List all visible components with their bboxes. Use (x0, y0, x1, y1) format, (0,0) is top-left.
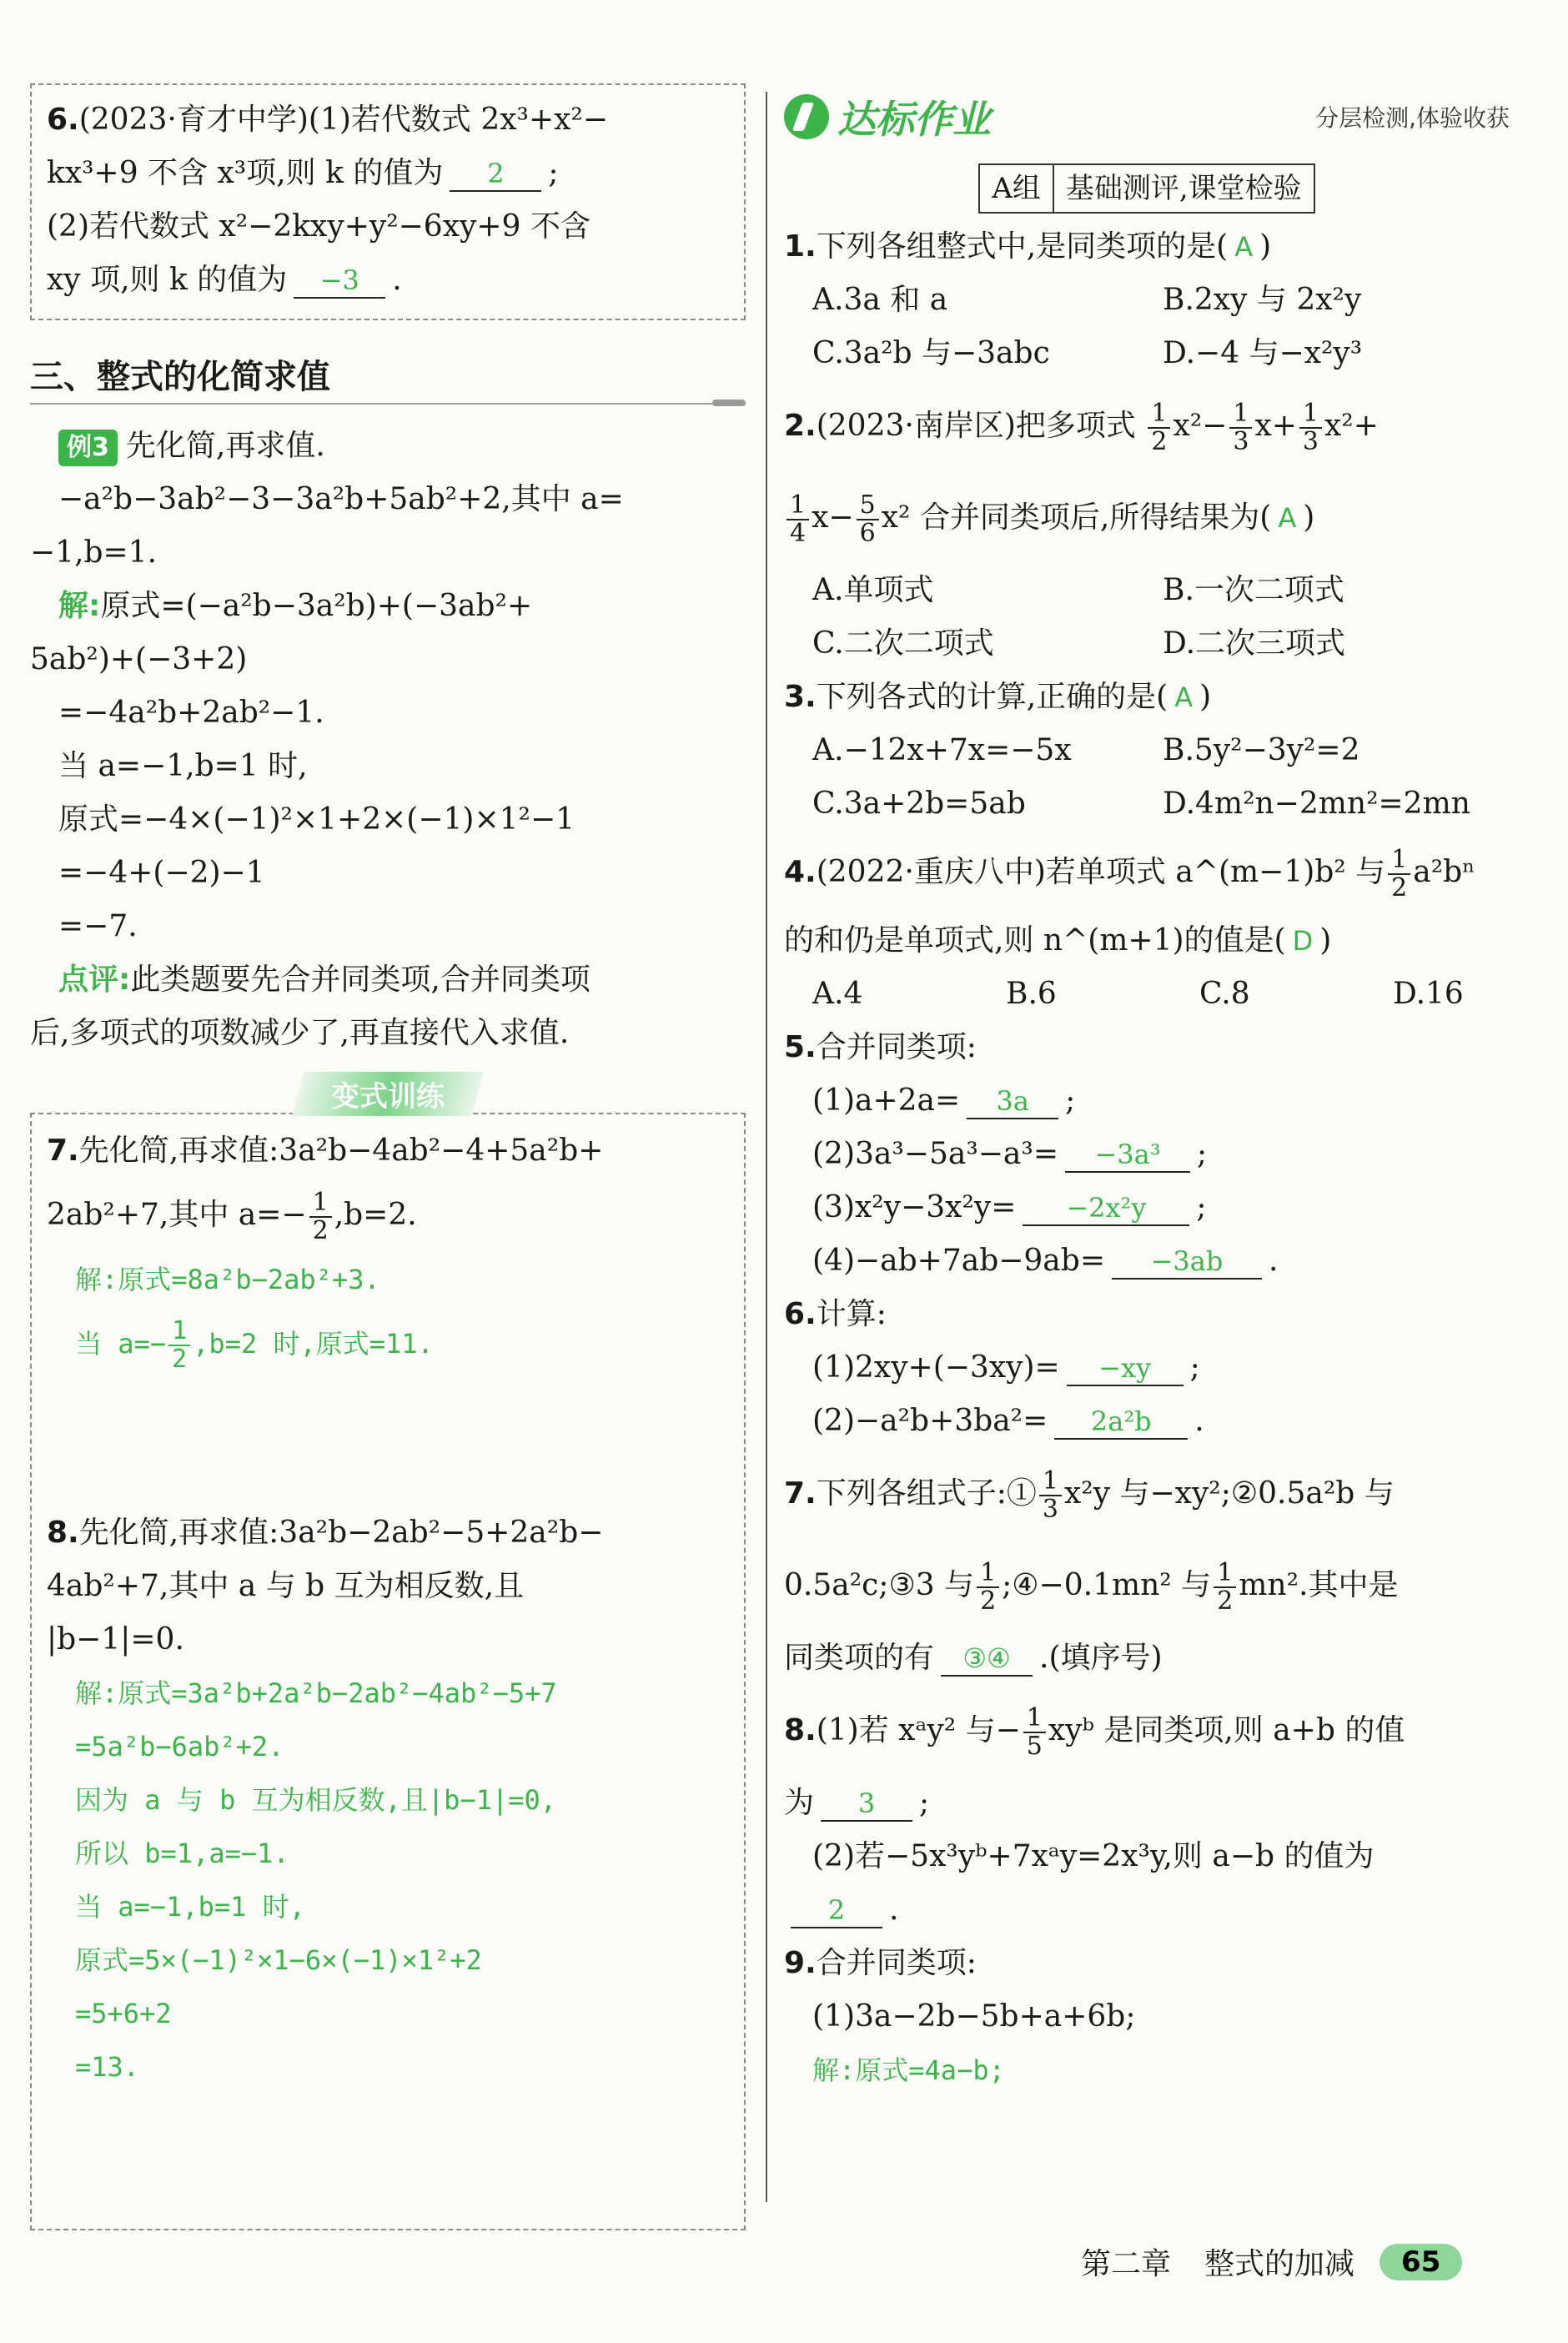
answer-choice: A (1234, 231, 1254, 263)
question-number: 3. (784, 680, 817, 714)
numerator: 1 (1148, 400, 1170, 429)
question-number: 1. (784, 229, 817, 264)
sub-question: (1)a+2a= (812, 1084, 961, 1118)
option-d: D.−4 与−x²y³ (1163, 336, 1363, 370)
option-b: B.5y²−3y²=2 (1163, 733, 1360, 767)
numerator: 1 (787, 492, 809, 520)
section-title: 三、整式的化简求值 (30, 358, 330, 396)
option-d: D.二次三项式 (1163, 626, 1346, 661)
left-column (30, 83, 746, 2230)
example-badge: 例3 (58, 430, 118, 466)
question-text: 计算: (816, 1297, 887, 1331)
option-a: A.单项式 (812, 573, 934, 607)
answer-blank: 3a (967, 1084, 1058, 1119)
sub-question: (1)2xy+(−3xy)= (812, 1350, 1060, 1385)
group-box (978, 163, 1314, 214)
option-c: C.8 (1199, 977, 1250, 1011)
answer-choice: A (1174, 681, 1194, 713)
question-text: |b−1|=0. (47, 1622, 184, 1657)
variant-box (30, 1113, 746, 2230)
header-subtitle: 分层检测,体验收获 (1315, 104, 1510, 132)
comment-text: 此类题要先合并同类项,合并同类项 (130, 963, 591, 997)
fraction (1388, 847, 1410, 902)
solution-text: 当 a=−1,b=1 时, (75, 1891, 305, 1923)
fraction (787, 492, 809, 547)
page-footer (1081, 2240, 1462, 2283)
solution-text: 原式=−4×(−1)²×1+2×(−1)×1²−1 (58, 802, 575, 837)
solution-text: 原式=5×(−1)²×1−6×(−1)×1²+2 (75, 1944, 482, 1976)
question-text: 同类项的有 (784, 1641, 935, 1675)
numerator: 1 (1023, 1705, 1046, 1733)
solution-text: =5a²b−6ab²+2. (75, 1731, 284, 1762)
option-a: A.−12x+7x=−5x (812, 733, 1072, 767)
fraction (977, 1560, 999, 1615)
solution-text: =5+6+2 (75, 1998, 172, 2029)
answer-blank: 2 (791, 1893, 882, 1928)
homework-logo (784, 89, 991, 144)
punct: . (392, 263, 402, 297)
question-number: 8. (784, 1713, 817, 1747)
answer-blank: −3 (294, 264, 385, 299)
answer-blank: −3ab (1112, 1244, 1262, 1280)
question-text: 为 (784, 1786, 815, 1820)
question-text: 的和仍是单项式,则 n^(m+1)的值是( (784, 923, 1286, 958)
option-d: D.4m²n−2mn²=2mn (1163, 787, 1470, 821)
option-b: B.一次二项式 (1163, 573, 1344, 607)
numerator: 1 (168, 1318, 190, 1346)
option-c: C.二次二项式 (812, 626, 994, 661)
denominator: 6 (859, 519, 876, 548)
numerator: 1 (1388, 847, 1410, 875)
example-title: 先化简,再求值. (125, 429, 325, 463)
fraction (1214, 1560, 1236, 1615)
solution-text: 解:原式=4a−b; (812, 2054, 1005, 2086)
fraction (1148, 400, 1170, 455)
question-text: 合并同类项后,所得结果为( (919, 500, 1272, 535)
question-text: (2)若代数式 x²−2kxy+y²−6xy+9 不含 (47, 209, 591, 244)
question-text: ,b=2. (334, 1198, 417, 1232)
option-a: A.4 (812, 977, 863, 1011)
numerator: 1 (1229, 400, 1252, 429)
punct: ) (1303, 500, 1315, 535)
footer-chapter: 第二章 (1081, 2247, 1172, 2281)
punct: ) (1319, 923, 1332, 958)
answer-blank: 2a²b (1054, 1405, 1188, 1440)
question-text: 合并同类项: (816, 1030, 977, 1064)
solution-text: =13. (75, 2051, 140, 2083)
option-a: A.3a 和 a (812, 283, 948, 317)
denominator: 2 (172, 1345, 188, 1374)
punct: ; (548, 156, 559, 190)
numerator: 1 (309, 1189, 332, 1218)
question-text: 0.5a²c;③3 与 (784, 1568, 975, 1602)
denominator: 2 (1151, 427, 1168, 456)
solution-text: 解:原式=8a²b−2ab²+3. (75, 1264, 380, 1295)
footer-title: 整式的加减 (1204, 2247, 1355, 2281)
example-text: −1,b=1. (30, 535, 158, 570)
question-text: 先化简,再求值:3a²b−4ab²−4+5a²b+ (78, 1134, 604, 1168)
comment-text: 后,多项式的项数减少了,再直接代入求值. (30, 1016, 570, 1050)
fraction (168, 1318, 190, 1373)
pen-icon (784, 94, 829, 139)
sub-question: (2)−a²b+3ba²= (812, 1404, 1048, 1438)
question-text: (2)若−5x³yᵇ+7xᵃy=2x³y,则 a−b 的值为 (812, 1839, 1375, 1873)
question-number: 5. (784, 1030, 817, 1064)
question-text: xyᵇ 是同类项,则 a+b 的值 (1048, 1713, 1405, 1747)
denominator: 3 (1302, 427, 1319, 456)
group-label: A组 (980, 165, 1054, 212)
fraction (1299, 400, 1322, 455)
solution-text: 当 a=−1,b=1 时, (58, 749, 308, 783)
question-text: (2023·育才中学)(1)若代数式 2x³+x²− (78, 103, 609, 137)
question-text: 合并同类项: (816, 1946, 977, 1980)
numerator: 1 (977, 1560, 999, 1588)
solution-text: 当 a=− (75, 1328, 167, 1360)
fraction (1229, 400, 1252, 455)
option-b: B.6 (1006, 977, 1057, 1011)
question-number: 7. (47, 1134, 79, 1168)
page-number: 65 (1380, 2244, 1462, 2280)
answer-blank: 2 (450, 157, 541, 192)
option-b: B.2xy 与 2x²y (1163, 283, 1362, 317)
punct: ) (1199, 680, 1212, 714)
answer-blank: −2x²y (1023, 1191, 1189, 1226)
question-text: kx³+9 不含 x³项,则 k 的值为 (47, 156, 444, 190)
fraction (309, 1189, 332, 1244)
solution-text: 所以 b=1,a=−1. (75, 1838, 289, 1869)
denominator: 2 (1217, 1586, 1234, 1616)
answer-choice: D (1292, 925, 1314, 957)
group-header (784, 163, 1510, 214)
question-text: 先化简,再求值:3a²b−2ab²−5+2a²b− (78, 1516, 604, 1550)
answer-blank: ③④ (941, 1642, 1033, 1677)
question-text: xy 项,则 k 的值为 (47, 263, 288, 297)
section-underline (30, 403, 746, 405)
right-column: 达标作业 分层检测,体验收获 A组 基础测评,课堂检验 1.下列各组整式中,是同类项的是( A ) A.3a 和 a B.2xy 与 2x²y C.3a²b 与−3abc D.−4 与−x²y³ 2.(2023·南岸区)把多项式 $\frac{1}{2}$ x²− $\frac{1}{3}$ x+ $\frac{1}{3}$ x²+ $\frac{1}{4}$ x− $\frac{5}{6}$ x² 合并同类项后,所得结果为( A ) A.单项式 B.一次二项式 C.二次二项式 D.二次三项式 3.下列各式的计算,正确的是( A ) A.−12x+7x=−5x B.5y²−3y²=2 C.3a+2b=5ab D.4m²n−2mn²=2mn 4.(2022·重庆八中)若单项式 a^(m−1)b² 与 $\frac{1}{2}$ a²bⁿ 的和仍是单项式,则 n^(m+1)的值是( D ) A.4 B.6 C.8 D.16 5.合并同类项: (1)a+2a= 3a ; (2)3a³−5a³−a³= −3a³ ; (3)x²y−3x²y= −2x²y ; (4)−ab+7ab−9ab= −3ab . 6.计算: (1)2xy+(−3xy)= −xy ; (2)−a²b+3ba²= 2a²b . 7.下列各组式子:① $\frac{1}{3}$ x²y 与−xy²;②0.5a²b 与 0.5a²c;③3 与 $\frac{1}{2}$ ;④−0.1mn² 与 $\frac{1}{2}$ mn².其中是 同类项的有 ③④ .(填序号) 8.(1)若 xᵃy² 与− $\frac{1}{5}$ xyᵇ 是同类项,则 a+b 的值 为 3 ; (2)若−5x³yᵇ+7xᵃy=2x³y,则 a−b 的值为 2 . 9.合并同类项: (1)3a−2b−5b+a+6b; 解:原式=4a−b; (784, 83, 1510, 2097)
question-text: .(填序号) (1039, 1641, 1163, 1675)
punct: ) (1259, 229, 1272, 264)
solution-text: =−4+(−2)−1 (58, 856, 265, 890)
group-title: 基础测评,课堂检验 (1065, 172, 1302, 205)
comment-label: 点评: (58, 963, 131, 997)
section-3-header (30, 350, 746, 405)
example-3 (30, 420, 746, 1060)
fraction (1039, 1468, 1062, 1523)
question-text: ;④−0.1mn² 与 (1002, 1568, 1212, 1602)
solution-text: 因为 a 与 b 互为相反数,且|b−1|=0, (75, 1784, 556, 1816)
option-c: C.3a+2b=5ab (812, 787, 1026, 821)
solution-text: =−7. (58, 909, 138, 943)
question-text: (1)若 xᵃy² 与− (816, 1713, 1021, 1747)
question-number: 8. (47, 1516, 79, 1550)
solution-label: 解: (58, 589, 101, 623)
denominator: 2 (1391, 873, 1408, 903)
answer-blank: −xy (1067, 1351, 1184, 1386)
sub-question: (3)x²y−3x²y= (812, 1190, 1017, 1224)
answer-blank: 3 (821, 1787, 912, 1822)
question-text: 2ab²+7,其中 a=− (47, 1198, 307, 1232)
solution-text: 解:原式=3a²b+2a²b−2ab²−4ab²−5+7 (75, 1677, 557, 1709)
numerator: 5 (857, 492, 879, 520)
question-text: (2023·南岸区)把多项式 (816, 409, 1136, 443)
fraction (1023, 1705, 1046, 1760)
sub-question: (1)3a−2b−5b+a+6b; (812, 1999, 1136, 2034)
solution-text: ,b=2 时,原式=11. (193, 1328, 434, 1360)
question-number: 7. (784, 1476, 817, 1511)
question-6-box (30, 83, 746, 320)
numerator: 1 (1039, 1468, 1062, 1496)
question-text: a²bⁿ (1413, 855, 1475, 889)
logo-text: 达标作业 (837, 97, 991, 142)
denominator: 4 (790, 519, 807, 548)
question-number: 4. (784, 855, 817, 889)
question-text: 下列各组整式中,是同类项的是( (816, 229, 1229, 264)
homework-header (784, 83, 1510, 150)
question-text: (2022·重庆八中)若单项式 a^(m−1)b² 与 (816, 855, 1386, 889)
fraction (857, 492, 879, 547)
question-text: 下列各组式子:① (816, 1476, 1037, 1511)
variant-banner-row (30, 1072, 746, 1116)
question-number: 6. (47, 103, 79, 137)
solution-text: 5ab²)+(−3+2) (30, 642, 248, 676)
sub-question: (4)−ab+7ab−9ab= (812, 1244, 1105, 1278)
answer-choice: A (1278, 502, 1297, 534)
sub-question: (2)3a³−5a³−a³= (812, 1137, 1058, 1171)
numerator: 1 (1299, 400, 1322, 429)
variant-banner-text: 变式训练 (331, 1080, 445, 1114)
question-number: 9. (784, 1946, 817, 1980)
denominator: 3 (1042, 1495, 1058, 1524)
denominator: 2 (980, 1586, 997, 1616)
solution-text: =−4a²b+2ab²−1. (58, 696, 324, 730)
question-text: x²y 与−xy²;②0.5a²b 与 (1063, 1476, 1395, 1511)
denominator: 3 (1233, 427, 1249, 456)
column-divider (766, 92, 767, 2202)
example-text: −a²b−3ab²−3−3a²b+5ab²+2,其中 a= (58, 482, 624, 516)
denominator: 2 (312, 1216, 329, 1245)
question-text: mn².其中是 (1239, 1568, 1399, 1602)
denominator: 5 (1026, 1732, 1043, 1761)
option-c: C.3a²b 与−3abc (812, 336, 1050, 370)
variant-banner (292, 1072, 484, 1116)
question-text: 4ab²+7,其中 a 与 b 互为相反数,且 (47, 1569, 525, 1603)
question-text: 下列各式的计算,正确的是( (816, 680, 1168, 714)
question-number: 6. (784, 1297, 817, 1331)
answer-blank: −3a³ (1065, 1138, 1190, 1173)
numerator: 1 (1214, 1560, 1236, 1588)
question-number: 2. (784, 409, 817, 443)
option-d: D.16 (1393, 977, 1464, 1011)
solution-text: 原式=(−a²b−3a²b)+(−3ab²+ (100, 589, 533, 623)
